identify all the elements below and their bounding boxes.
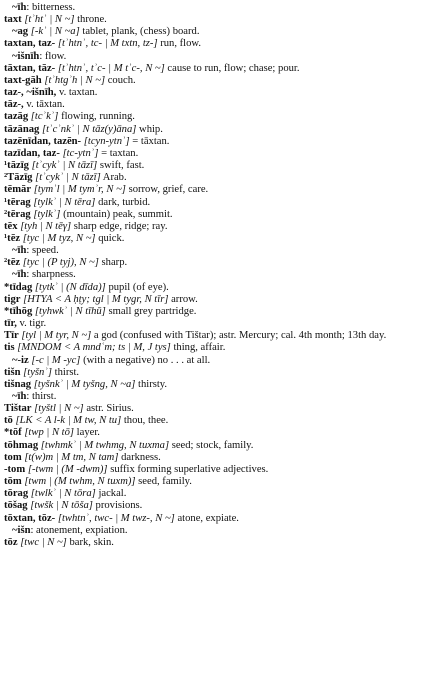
entry-headword: ~īh bbox=[12, 245, 27, 257]
entry-gloss: throne. bbox=[74, 14, 107, 26]
entry-gloss: atone, expiate. bbox=[174, 512, 239, 524]
entry-gloss: jackal. bbox=[95, 488, 127, 500]
dictionary-entry bbox=[4, 26, 431, 38]
entry-etymology: [-c | M -yc] bbox=[31, 354, 81, 366]
entry-headword: tīr, bbox=[4, 318, 17, 330]
entry-etymology: [tyšnkʾ | M tyšng, N ~a] bbox=[33, 378, 136, 390]
entry-etymology: [tyštl | N ~] bbox=[34, 403, 84, 415]
dictionary-entry bbox=[4, 87, 431, 99]
entry-headword: ~išnīh bbox=[12, 50, 40, 62]
entry-gloss: swift, fast. bbox=[97, 160, 145, 172]
dictionary-entry bbox=[4, 257, 431, 269]
entry-headword: -tom bbox=[4, 463, 26, 475]
entry-gloss: seed, family. bbox=[135, 476, 192, 488]
entry-gloss: layer. bbox=[74, 427, 100, 439]
entry-gloss: seed; stock, family. bbox=[169, 439, 254, 451]
entry-gloss: (mountain) peak, summit. bbox=[60, 208, 173, 220]
dictionary-entry bbox=[4, 500, 431, 512]
entry-etymology: [tyh | N tēγ] bbox=[20, 220, 72, 232]
dictionary-entry bbox=[4, 427, 431, 439]
dictionary-entry bbox=[4, 75, 431, 87]
entry-gloss: : speed. bbox=[26, 245, 59, 257]
dictionary-entry bbox=[4, 38, 431, 50]
entry-etymology: [tylkʾ | N tēra] bbox=[33, 196, 96, 208]
entry-gloss: provisions. bbox=[92, 500, 143, 512]
entry-headword: *tīhōg bbox=[4, 305, 33, 317]
entry-gloss: = taxtan. bbox=[98, 147, 139, 159]
entry-etymology: [-twm | (M -dwm)] bbox=[27, 463, 108, 475]
entry-gloss: pupil (of eye). bbox=[105, 281, 169, 293]
dictionary-entry bbox=[4, 537, 431, 549]
dictionary-entry bbox=[4, 330, 431, 342]
entry-gloss: tablet, plank, (chess) board. bbox=[79, 26, 200, 38]
dictionary-entry bbox=[4, 209, 431, 221]
entry-gloss: darkness. bbox=[118, 451, 161, 463]
entry-etymology: [twšk | N tōša] bbox=[30, 500, 93, 512]
entry-headword: tōz bbox=[4, 536, 18, 548]
dictionary-entry bbox=[4, 415, 431, 427]
entry-etymology: [twc | N ~] bbox=[20, 536, 67, 548]
entry-headword: Tīr bbox=[4, 330, 19, 342]
entry-etymology: [tyc | (P tyj), N ~] bbox=[22, 257, 99, 269]
entry-gloss: thing, affair. bbox=[170, 342, 226, 354]
entry-headword: *tīdag bbox=[4, 281, 33, 293]
entry-gloss: sharp. bbox=[98, 257, 128, 269]
entry-headword: ~ag bbox=[12, 26, 29, 38]
entry-gloss: thou, thee. bbox=[121, 415, 169, 427]
entry-headword: ~īh bbox=[12, 391, 27, 402]
entry-gloss: quick. bbox=[95, 232, 125, 244]
dictionary-entry bbox=[4, 14, 431, 26]
entry-gloss: = tāxtan. bbox=[129, 135, 170, 147]
entry-gloss: thirst. bbox=[52, 366, 80, 378]
entry-etymology: [tyl | M tyr, N ~] bbox=[21, 330, 92, 342]
entry-gloss: couch. bbox=[105, 74, 136, 86]
dictionary-entry bbox=[4, 221, 431, 233]
dictionary-entry bbox=[4, 391, 431, 403]
dictionary-entry bbox=[4, 294, 431, 306]
entry-etymology: [MNDOM < A mndʿm; ts | M, J tys] bbox=[17, 342, 171, 354]
entry-etymology: [tyc | M tyz, N ~] bbox=[22, 232, 96, 244]
entry-headword: taxtan, taz- bbox=[4, 38, 56, 50]
dictionary-entry bbox=[4, 513, 431, 525]
entry-headword: tišnag bbox=[4, 378, 32, 390]
entry-etymology: [tʾhtnʾ, tʾc- | M tʾc-, N ~] bbox=[57, 62, 165, 74]
entry-gloss: v. tāxtan. bbox=[23, 99, 65, 111]
dictionary-entry bbox=[4, 63, 431, 75]
entry-gloss: sorrow, grief, care. bbox=[125, 184, 209, 196]
entry-etymology: [twhtnʾ, twc- | M twz-, N ~] bbox=[57, 512, 175, 524]
entry-gloss: Arab. bbox=[100, 172, 127, 184]
entry-headword: *tōf bbox=[4, 427, 22, 439]
entry-headword: ¹tēz bbox=[4, 232, 21, 244]
entry-gloss: : sharpness. bbox=[26, 269, 76, 281]
dictionary-entry bbox=[4, 488, 431, 500]
dictionary-entry bbox=[4, 233, 431, 245]
dictionary-entry bbox=[4, 452, 431, 464]
entry-gloss: v. tigr. bbox=[16, 318, 47, 330]
entry-etymology: [-kʾ | N ~a] bbox=[30, 26, 80, 38]
dictionary-entry bbox=[4, 318, 431, 330]
dictionary-entry bbox=[4, 245, 431, 257]
entry-gloss: v. taxtan. bbox=[56, 87, 98, 99]
entry-etymology: [tʾcykʾ | N tāzī] bbox=[35, 172, 101, 184]
entry-etymology: [tcʾkʾ] bbox=[30, 111, 59, 123]
entry-headword: tāxtan, tāz- bbox=[4, 62, 56, 74]
entry-headword: tišn bbox=[4, 366, 21, 378]
dictionary-entry bbox=[4, 476, 431, 488]
entry-etymology: [tcyn-ytnʾ] bbox=[83, 135, 130, 147]
entry-headword: tōšag bbox=[4, 500, 28, 512]
entry-gloss: run, flow. bbox=[157, 38, 202, 50]
entry-etymology: [twp | N tō] bbox=[24, 427, 75, 439]
dictionary-entry bbox=[4, 160, 431, 172]
dictionary-entry bbox=[4, 367, 431, 379]
entry-headword: tōrag bbox=[4, 488, 29, 500]
entry-etymology: [LK < A l-k | M tw, N tu] bbox=[15, 415, 122, 427]
entry-headword: tōm bbox=[4, 476, 22, 488]
entry-gloss: : atonement, expiation. bbox=[30, 524, 128, 536]
entry-etymology: [tytkʾ | (N dīda)] bbox=[34, 281, 106, 293]
entry-gloss: a god (confused with Tištar); astr. Mercury; cal. 4th month; 13th day. bbox=[91, 330, 387, 342]
dictionary-entry bbox=[4, 379, 431, 391]
entry-headword: tāzānag bbox=[4, 123, 40, 135]
entry-headword: ~išn bbox=[12, 524, 31, 536]
entry-headword: tāz-, bbox=[4, 99, 24, 111]
entry-headword: taxt bbox=[4, 14, 22, 26]
entry-gloss: : thirst. bbox=[26, 391, 57, 402]
entry-etymology: [tʾhtnʾ, tc- | M txtn, tz-] bbox=[57, 38, 158, 50]
dictionary-entry bbox=[4, 51, 431, 63]
entry-etymology: [tc-ytnʾ] bbox=[62, 147, 99, 159]
entry-gloss: astr. Sirius. bbox=[83, 403, 134, 415]
dictionary-entry bbox=[4, 2, 431, 14]
entry-etymology: [twm | (M twhm, N tuxm)] bbox=[24, 476, 136, 488]
entry-headword: tazāg bbox=[4, 111, 29, 123]
entry-etymology: [twlkʾ | N tōra] bbox=[30, 488, 96, 500]
entry-headword: Tištar bbox=[4, 403, 32, 415]
entry-gloss: sharp edge, ridge; ray. bbox=[71, 220, 168, 232]
dictionary-entry bbox=[4, 282, 431, 294]
dictionary-entry bbox=[4, 355, 431, 367]
dictionary-entry bbox=[4, 269, 431, 281]
entry-gloss: bark, skin. bbox=[66, 536, 114, 548]
entry-headword: tēmār bbox=[4, 184, 32, 196]
entry-headword: taxt-gāh bbox=[4, 74, 42, 86]
entry-headword: tigr bbox=[4, 293, 21, 305]
entry-gloss: : bitterness. bbox=[26, 2, 76, 13]
entry-gloss: arrow. bbox=[168, 293, 198, 305]
entry-headword: ~īh bbox=[12, 269, 27, 281]
dictionary-entry bbox=[4, 148, 431, 160]
dictionary-entry bbox=[4, 136, 431, 148]
entry-headword: ²tēz bbox=[4, 257, 21, 269]
entry-headword: tazēnīdan, tazēn- bbox=[4, 135, 82, 147]
entry-headword: ~-iz bbox=[12, 354, 29, 366]
entry-etymology: [tʾhtgʾh | N ~] bbox=[44, 74, 106, 86]
entry-headword: tēx bbox=[4, 220, 18, 232]
dictionary-entry bbox=[4, 403, 431, 415]
entry-headword: tazīdan, taz- bbox=[4, 147, 60, 159]
dictionary-entry bbox=[4, 197, 431, 209]
entry-gloss: dark, turbid. bbox=[95, 196, 151, 208]
entry-etymology: [twhmkʾ | M twhmg, N tuxma] bbox=[40, 439, 170, 451]
dictionary-entry bbox=[4, 99, 431, 111]
dictionary-entry bbox=[4, 306, 431, 318]
entry-gloss: cause to run, flow; chase; pour. bbox=[164, 62, 300, 74]
entry-headword: ¹tērag bbox=[4, 196, 31, 208]
entry-etymology: [tyhwkʾ | N tīhū] bbox=[34, 305, 106, 317]
dictionary-entry bbox=[4, 525, 431, 537]
dictionary-entry bbox=[4, 184, 431, 196]
dictionary-entry bbox=[4, 464, 431, 476]
dictionary-entry bbox=[4, 172, 431, 184]
entry-etymology: [tymʾl | M tymʾr, N ~] bbox=[33, 184, 126, 196]
entry-headword: taz-, ~išnīh, bbox=[4, 87, 57, 99]
dictionary-entry bbox=[4, 440, 431, 452]
dictionary-entry bbox=[4, 124, 431, 136]
entry-etymology: [tʾcykʾ | N tāzī] bbox=[31, 160, 98, 172]
entry-gloss: : flow. bbox=[39, 50, 67, 62]
entry-headword: tō bbox=[4, 415, 13, 427]
entry-gloss: whip. bbox=[136, 123, 163, 135]
entry-headword: ²Tāzīg bbox=[4, 172, 33, 184]
dictionary-entry bbox=[4, 342, 431, 354]
entry-headword: tōxtan, tōz- bbox=[4, 512, 56, 524]
entry-etymology: [tʾcʾnkʾ | N tāz(y)āna] bbox=[41, 123, 137, 135]
entry-gloss: (with a negative) no . . . at all. bbox=[80, 354, 211, 366]
entry-headword: ¹tāzīg bbox=[4, 160, 29, 172]
entry-headword: tom bbox=[4, 451, 22, 463]
entry-gloss: suffix forming superlative adjectives. bbox=[107, 463, 269, 475]
entry-etymology: [tyšnʾ] bbox=[23, 366, 52, 378]
entry-headword: tis bbox=[4, 342, 15, 354]
entry-etymology: [tʾhtʾ | N ~] bbox=[24, 14, 75, 26]
entry-gloss: small grey partridge. bbox=[105, 305, 197, 317]
entry-etymology: [HTYA < A ḥṭy; tgl | M tygr, N tīr] bbox=[23, 293, 169, 305]
entry-headword: ~īh bbox=[12, 2, 27, 13]
entry-gloss: flowing, running. bbox=[58, 111, 135, 123]
entry-headword: tōhmag bbox=[4, 439, 39, 451]
entry-etymology: [t(w)m | M tm, N tam] bbox=[24, 451, 119, 463]
entry-headword: ²tērag bbox=[4, 208, 31, 220]
entry-gloss: thirsty. bbox=[135, 378, 168, 390]
entry-etymology: [tylkʾ] bbox=[33, 208, 61, 220]
dictionary-entry bbox=[4, 111, 431, 123]
